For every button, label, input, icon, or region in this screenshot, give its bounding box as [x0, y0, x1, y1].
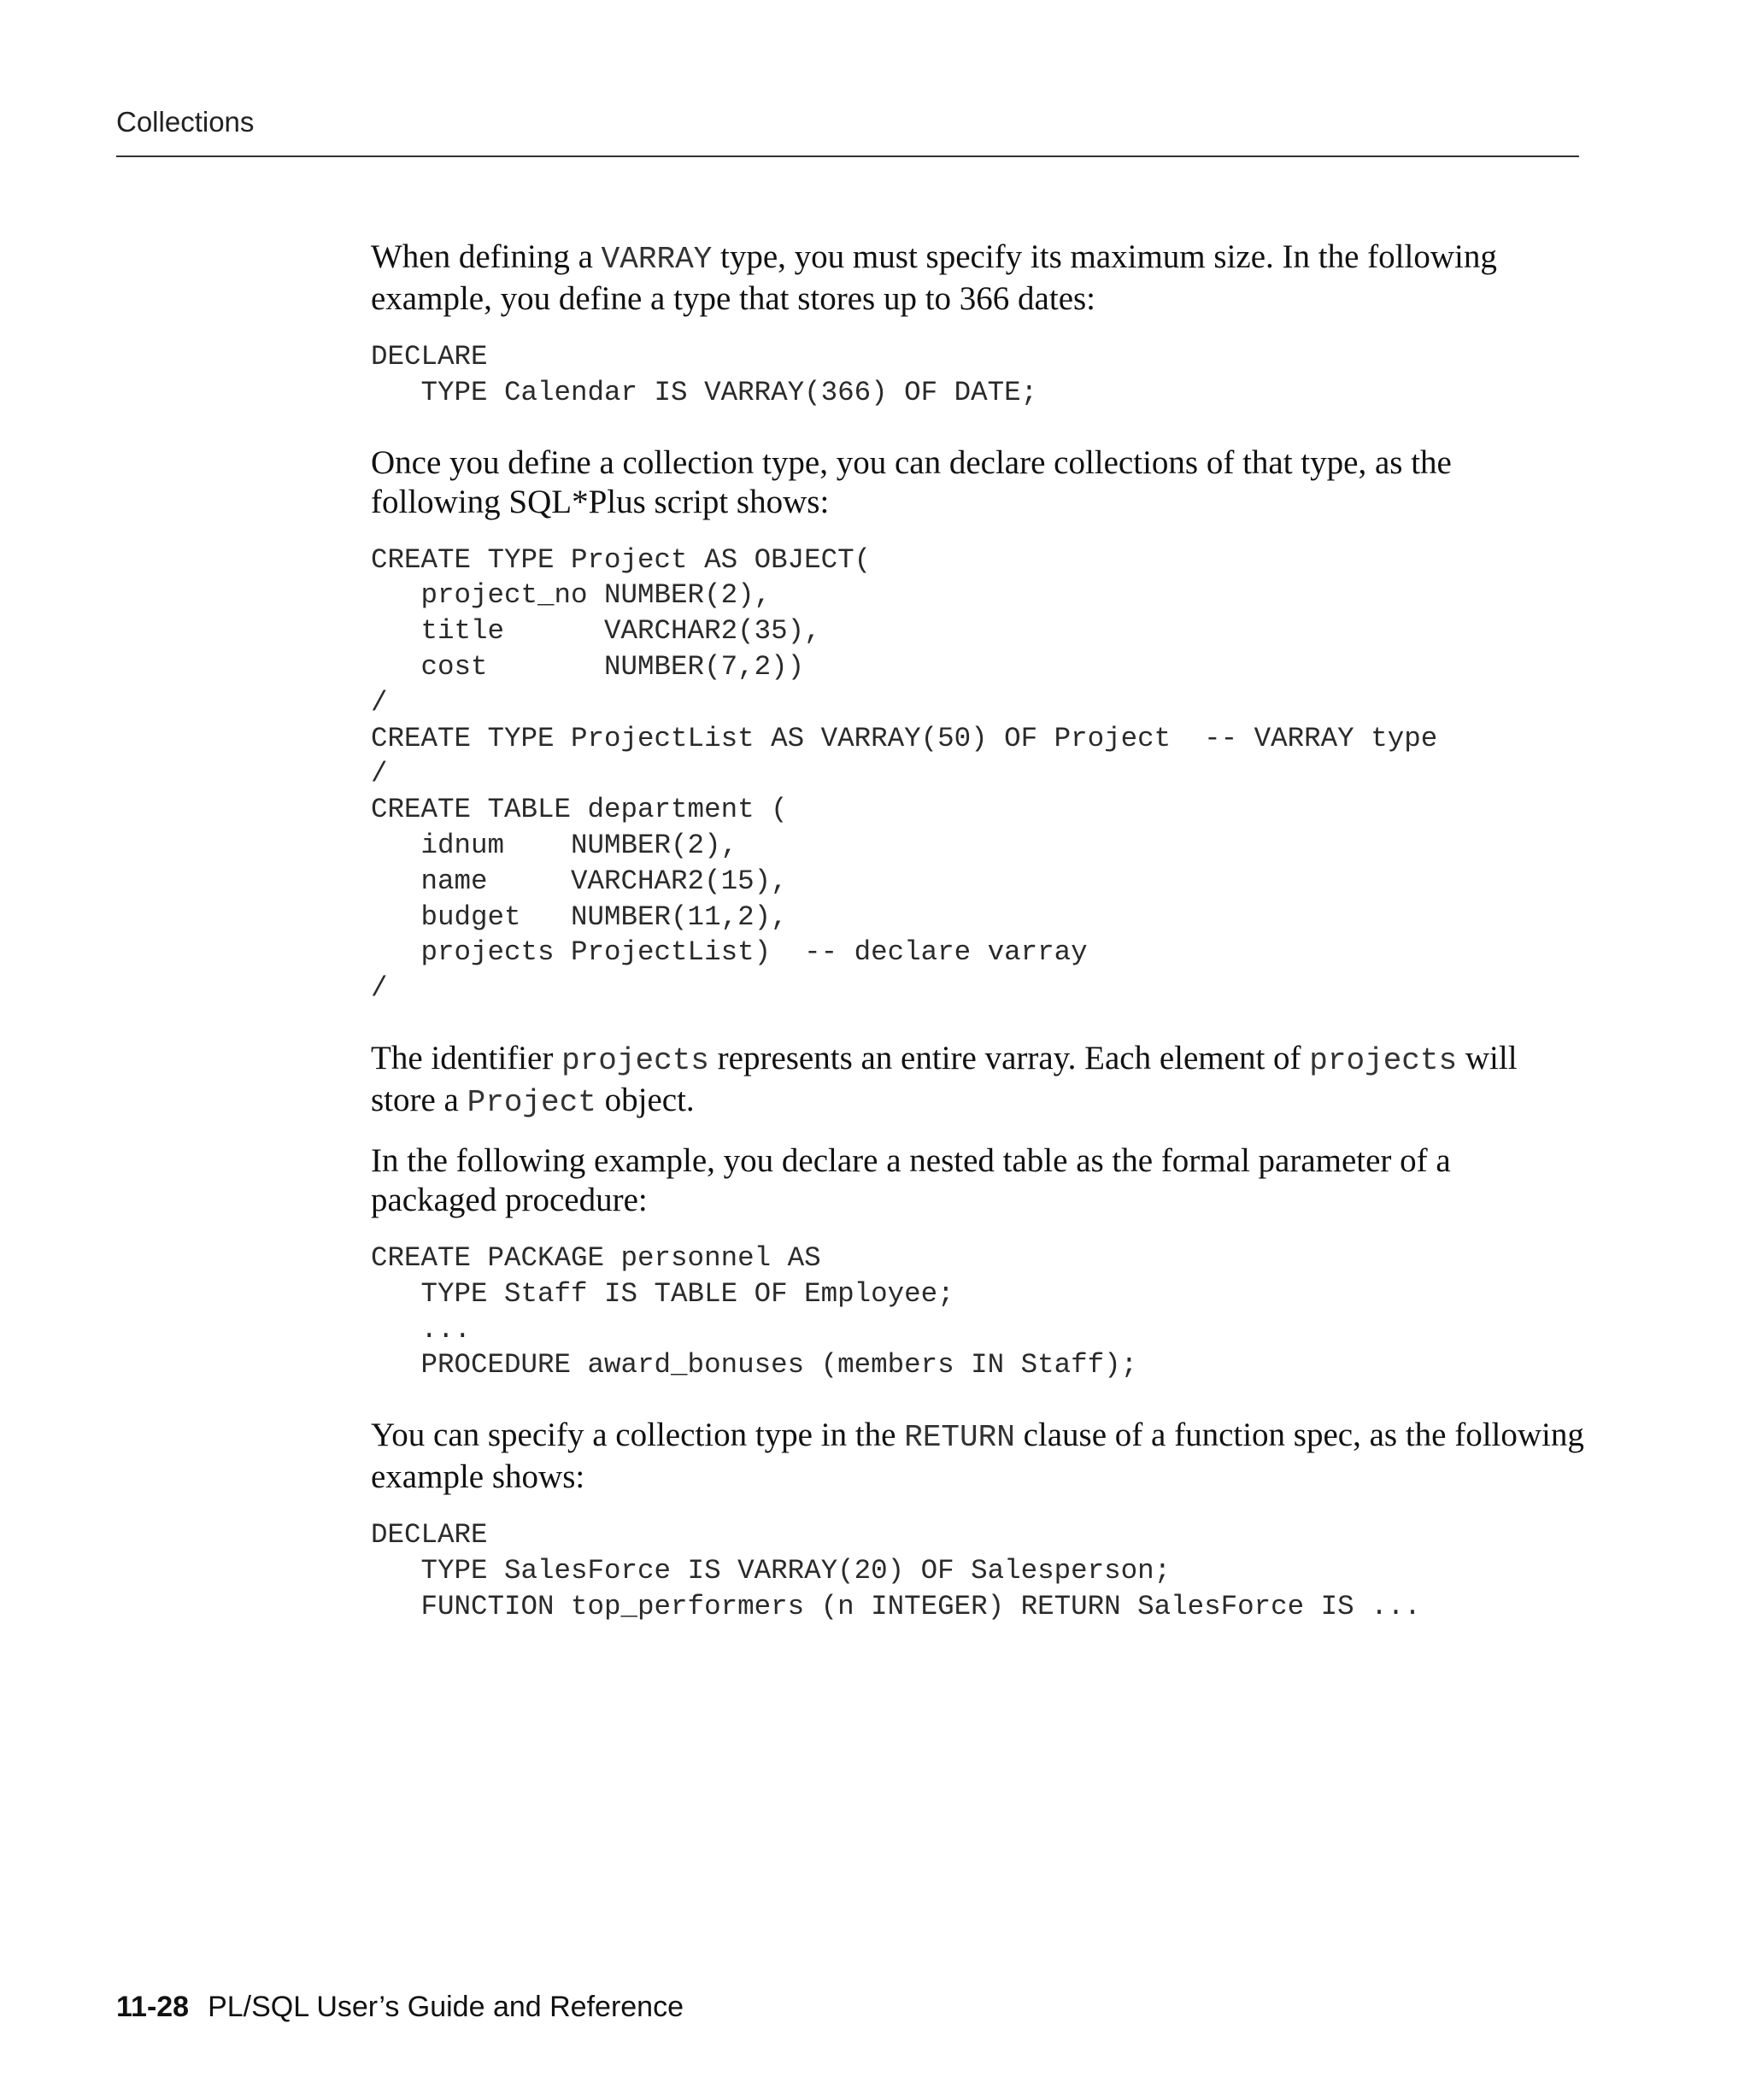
- running-header: Collections: [116, 106, 255, 138]
- code-block-salesforce: DECLARE TYPE SalesForce IS VARRAY(20) OF Salesperson; FUNCTION top_performers (n INTEGER) RETURN SalesForce IS ...: [371, 1519, 1421, 1622]
- paragraph-declare-collections: [371, 443, 1584, 522]
- code-block-calendar: DECLARE TYPE Calendar IS VARRAY(366) OF DATE;: [371, 341, 1038, 408]
- page-number: 11-28: [116, 1991, 190, 2023]
- code-block-package: CREATE PACKAGE personnel AS TYPE Staff IS TABLE OF Employee; ... PROCEDURE award_bonuses (members IN Staff);: [371, 1241, 1138, 1381]
- inline-code: projects: [561, 1042, 709, 1078]
- text: The identifier: [371, 1039, 562, 1076]
- paragraph-identifier-projects: [371, 1039, 1584, 1123]
- paragraph-varray-size: [371, 238, 1584, 319]
- page-body: [371, 238, 1584, 1625]
- inline-code: RETURN: [904, 1420, 1015, 1456]
- inline-code: projects: [1309, 1042, 1458, 1078]
- inline-code: Project: [467, 1084, 596, 1120]
- text: Once you define a collection type, you can declare collections of that type, as the following SQL*Plus script shows:: [371, 443, 1452, 520]
- paragraph-return-clause: [371, 1416, 1584, 1497]
- text: When defining a: [371, 238, 602, 275]
- paragraph-nested-table: [371, 1141, 1584, 1220]
- page-footer: [116, 1991, 684, 2024]
- code-block-project: CREATE TYPE Project AS OBJECT( project_no NUMBER(2), title VARCHAR2(35), cost NUMBER(7,2)) / CREATE TYPE ProjectList AS VARRAY(50) OF Project -- VARRAY type / CREATE TABLE department ( idnum NUMBER(2), name VARCHAR2(15), budget NUMBER(11,2), projects ProjectList) -- declare varray /: [371, 543, 1438, 1005]
- text: In the following example, you declare a nested table as the formal parameter of a packaged procedure:: [371, 1141, 1451, 1218]
- text: You can specify a collection type in the: [371, 1417, 905, 1454]
- text: will store a: [371, 1039, 1518, 1118]
- text: clause of a function spec, as the following example shows:: [371, 1417, 1584, 1496]
- text: object.: [596, 1081, 695, 1118]
- header-rule: [116, 155, 1579, 157]
- book-title: PL/SQL User’s Guide and Reference: [208, 1991, 684, 2023]
- text: represents an entire varray. Each element of: [708, 1039, 1310, 1076]
- inline-code: VARRAY: [601, 242, 713, 277]
- text: type, you must specify its maximum size. In the following example, you define a type that stores up to 366 dates:: [371, 238, 1497, 317]
